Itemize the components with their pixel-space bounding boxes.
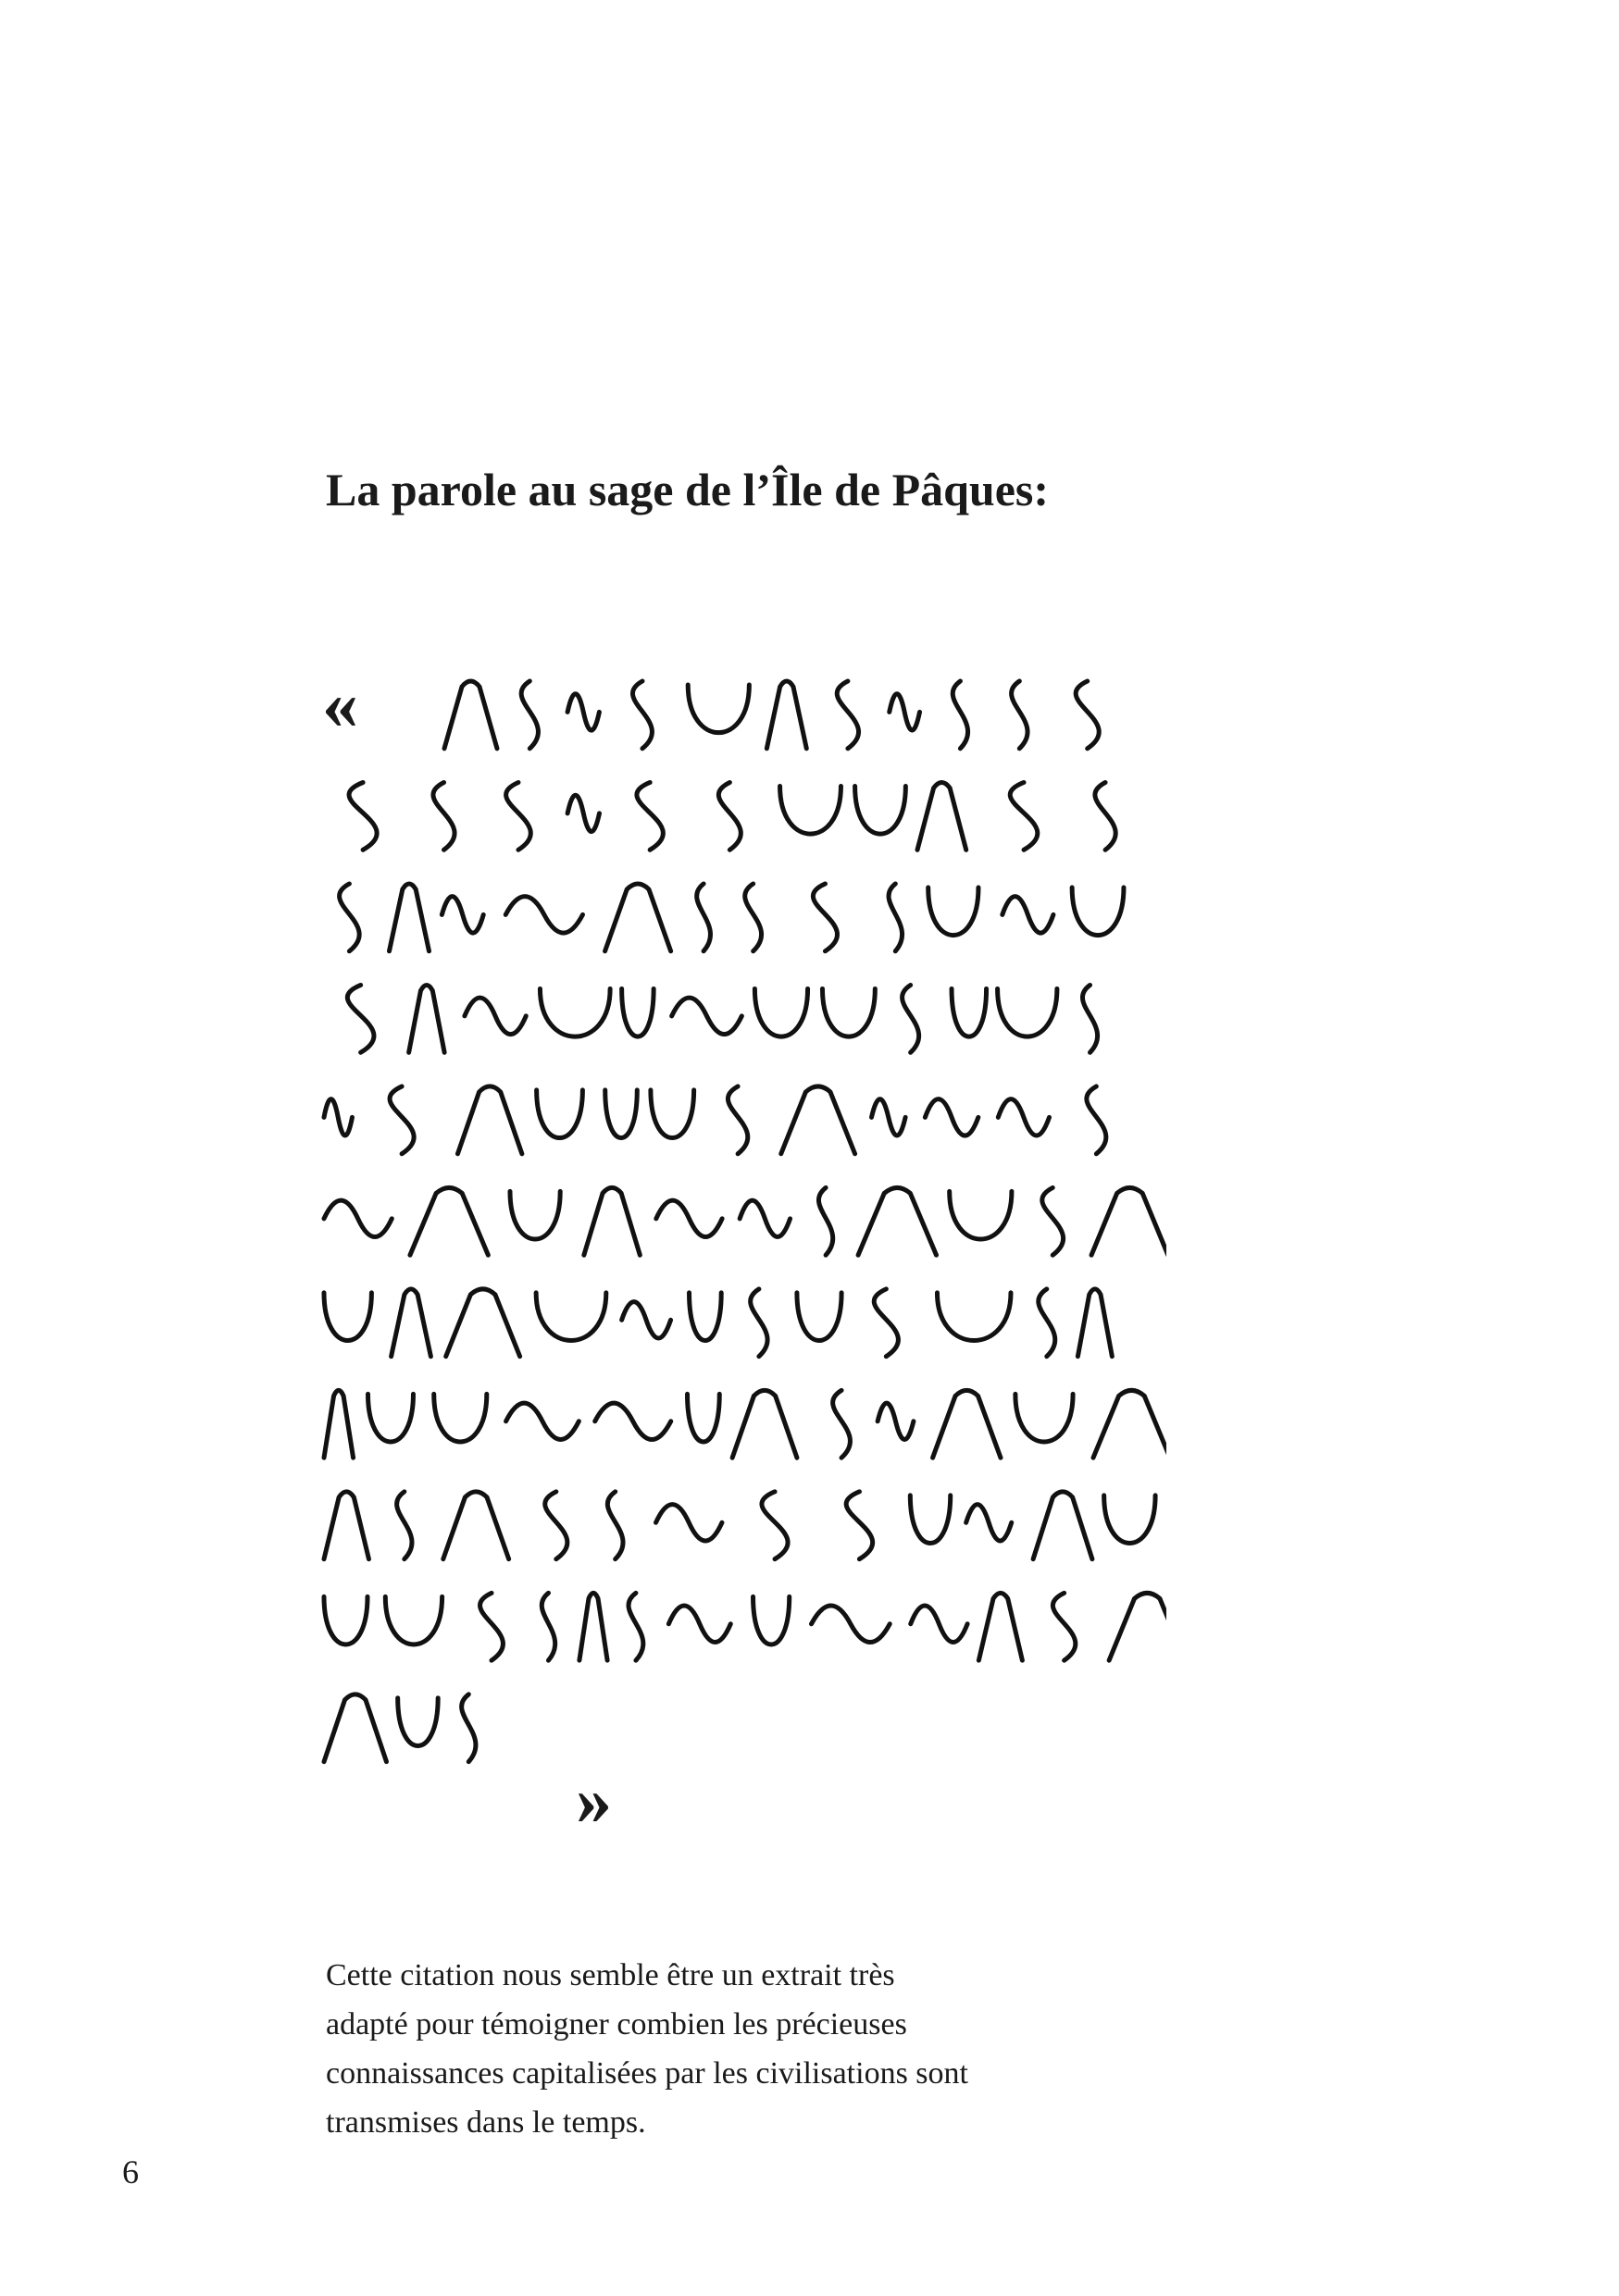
glyph-stroke bbox=[505, 897, 582, 933]
glyph-stroke bbox=[846, 1492, 873, 1559]
glyph-stroke bbox=[347, 985, 374, 1052]
glyph-stroke bbox=[622, 988, 654, 1036]
glyph-stroke bbox=[822, 988, 875, 1036]
glyph-stroke bbox=[457, 1086, 521, 1154]
glyph-stroke bbox=[1109, 1593, 1166, 1660]
rongorongo-glyphs-illustration bbox=[315, 659, 1166, 1840]
glyph-stroke bbox=[937, 1293, 1011, 1341]
glyph-stroke bbox=[910, 1496, 950, 1544]
glyph-stroke bbox=[1076, 681, 1099, 749]
glyph-stroke bbox=[637, 782, 663, 850]
glyph-stroke bbox=[584, 1187, 641, 1255]
glyph-stroke bbox=[1052, 1593, 1075, 1660]
glyph-stroke bbox=[751, 1289, 767, 1357]
glyph-stroke bbox=[465, 998, 526, 1034]
glyph-stroke bbox=[745, 884, 762, 951]
glyph-stroke bbox=[324, 1293, 371, 1341]
glyph-stroke bbox=[324, 1596, 367, 1644]
glyph-stroke bbox=[324, 1200, 392, 1236]
glyph-stroke bbox=[903, 985, 919, 1052]
glyph-stroke bbox=[410, 1187, 488, 1255]
glyph-stroke bbox=[651, 1090, 694, 1138]
glyph-stroke bbox=[950, 1191, 1012, 1239]
glyph-stroke bbox=[444, 681, 497, 749]
glyph-stroke bbox=[340, 884, 360, 951]
glyph-stroke bbox=[510, 1191, 560, 1239]
glyph-stroke bbox=[545, 1492, 567, 1559]
glyph-stroke bbox=[766, 681, 806, 749]
page-heading: La parole au sage de l’Île de Pâques: bbox=[326, 464, 1050, 515]
glyph-stroke bbox=[1104, 1496, 1155, 1544]
glyph-stroke bbox=[966, 1505, 1012, 1541]
glyph-stroke bbox=[780, 786, 841, 834]
glyph-stroke bbox=[672, 998, 742, 1034]
opening-quote-mark: « bbox=[322, 664, 358, 744]
glyph-stroke bbox=[605, 1090, 638, 1138]
glyph-stroke bbox=[537, 1090, 583, 1138]
glyph-stroke bbox=[998, 988, 1057, 1036]
glyph-stroke bbox=[1072, 887, 1124, 936]
glyph-stroke bbox=[797, 1293, 841, 1341]
glyph-stroke bbox=[1095, 782, 1115, 850]
glyph-stroke bbox=[480, 1593, 504, 1660]
glyph-stroke bbox=[390, 1086, 414, 1154]
glyph-stroke bbox=[656, 1200, 722, 1236]
glyph-stroke bbox=[928, 887, 978, 936]
glyph-stroke bbox=[324, 1099, 352, 1136]
caption-line: transmises dans le temps. bbox=[326, 2105, 646, 2140]
glyph-stroke bbox=[1010, 782, 1038, 850]
glyph-stroke bbox=[433, 782, 455, 850]
glyph-stroke bbox=[506, 782, 531, 850]
glyph-stroke bbox=[878, 1403, 914, 1439]
glyph-stroke bbox=[917, 782, 966, 850]
glyph-stroke bbox=[732, 1390, 797, 1458]
glyph-stroke bbox=[367, 1394, 413, 1442]
glyph-stroke bbox=[349, 782, 377, 850]
glyph-stroke bbox=[622, 1302, 671, 1338]
glyph-stroke bbox=[833, 1390, 851, 1458]
glyph-stroke bbox=[1033, 1492, 1092, 1559]
glyph-stroke bbox=[753, 1596, 790, 1644]
glyph-stroke bbox=[506, 1403, 579, 1439]
glyph-stroke bbox=[813, 884, 837, 951]
glyph-stroke bbox=[385, 1596, 442, 1644]
glyph-stroke bbox=[443, 1492, 509, 1559]
glyph-stroke bbox=[542, 1593, 554, 1660]
glyph-stroke bbox=[781, 1086, 855, 1154]
glyph-stroke bbox=[690, 1293, 722, 1341]
glyph-stroke bbox=[889, 884, 903, 951]
glyph-stroke bbox=[536, 1293, 606, 1341]
glyph-stroke bbox=[540, 988, 610, 1036]
caption-line: connaissances capitalisées par les civilisations sont bbox=[326, 2056, 968, 2091]
glyph-stroke bbox=[812, 1606, 890, 1642]
glyph-stroke bbox=[605, 884, 671, 951]
glyph-stroke bbox=[762, 1492, 788, 1559]
glyph-stroke bbox=[728, 1086, 747, 1154]
glyph-stroke bbox=[933, 1390, 1001, 1458]
glyph-stroke bbox=[1039, 1289, 1055, 1357]
glyph-stroke bbox=[818, 1187, 832, 1255]
glyph-stroke bbox=[595, 1403, 671, 1439]
glyph-stroke bbox=[890, 694, 920, 730]
glyph-stroke bbox=[871, 1099, 905, 1136]
glyph-stroke bbox=[389, 884, 429, 951]
glyph-stroke bbox=[925, 1099, 978, 1136]
closing-quote-mark: » bbox=[576, 1759, 612, 1840]
glyph-stroke bbox=[392, 1289, 431, 1357]
glyph-stroke bbox=[1093, 1390, 1166, 1458]
glyph-stroke bbox=[1003, 897, 1053, 933]
glyph-stroke bbox=[579, 1593, 607, 1660]
glyph-stroke bbox=[688, 1394, 720, 1442]
caption-paragraph bbox=[326, 1951, 1159, 2147]
glyph-stroke bbox=[688, 685, 749, 733]
glyph-stroke bbox=[1091, 1187, 1166, 1255]
glyph-stroke bbox=[1015, 1394, 1073, 1442]
glyph-stroke bbox=[668, 1606, 730, 1642]
glyph-stroke bbox=[324, 1694, 386, 1762]
glyph-stroke bbox=[629, 1593, 643, 1660]
glyph-stroke bbox=[1077, 1289, 1112, 1357]
glyph-stroke bbox=[952, 988, 987, 1036]
glyph-stroke bbox=[697, 884, 711, 951]
glyph-stroke bbox=[978, 1593, 1022, 1660]
glyph-stroke bbox=[567, 795, 599, 831]
glyph-stroke bbox=[656, 1505, 722, 1541]
glyph-stroke bbox=[324, 1492, 368, 1559]
glyph-stroke bbox=[855, 786, 906, 834]
glyph-stroke bbox=[446, 1289, 520, 1357]
glyph-stroke bbox=[911, 1606, 967, 1642]
page-number: 6 bbox=[122, 2153, 139, 2191]
glyph-stroke bbox=[1082, 985, 1097, 1052]
glyph-stroke bbox=[874, 1289, 898, 1357]
glyph-stroke bbox=[607, 1492, 623, 1559]
glyph-stroke bbox=[632, 681, 652, 749]
glyph-stroke bbox=[1042, 1187, 1064, 1255]
glyph-stroke bbox=[442, 897, 483, 933]
glyph-stroke bbox=[434, 1394, 487, 1442]
glyph-stroke bbox=[1087, 1086, 1106, 1154]
glyph-stroke bbox=[740, 1200, 790, 1236]
glyph-stroke bbox=[953, 681, 967, 749]
caption-line: Cette citation nous semble être un extrait très bbox=[326, 1958, 895, 1992]
glyph-stroke bbox=[398, 1698, 438, 1746]
glyph-stroke bbox=[397, 1492, 412, 1559]
glyph-stroke bbox=[718, 782, 741, 850]
glyph-stroke bbox=[521, 681, 538, 749]
glyph-stroke bbox=[858, 1187, 936, 1255]
glyph-stroke bbox=[1012, 681, 1027, 749]
glyph-stroke bbox=[754, 988, 807, 1036]
caption-line: adapté pour témoigner combien les précieuses bbox=[326, 2007, 907, 2042]
glyph-stroke bbox=[837, 681, 858, 749]
glyph-stroke bbox=[409, 985, 444, 1052]
glyph-stroke bbox=[324, 1390, 354, 1458]
glyph-stroke bbox=[462, 1694, 476, 1762]
glyph-stroke bbox=[998, 1099, 1049, 1136]
glyph-stroke bbox=[567, 694, 599, 730]
